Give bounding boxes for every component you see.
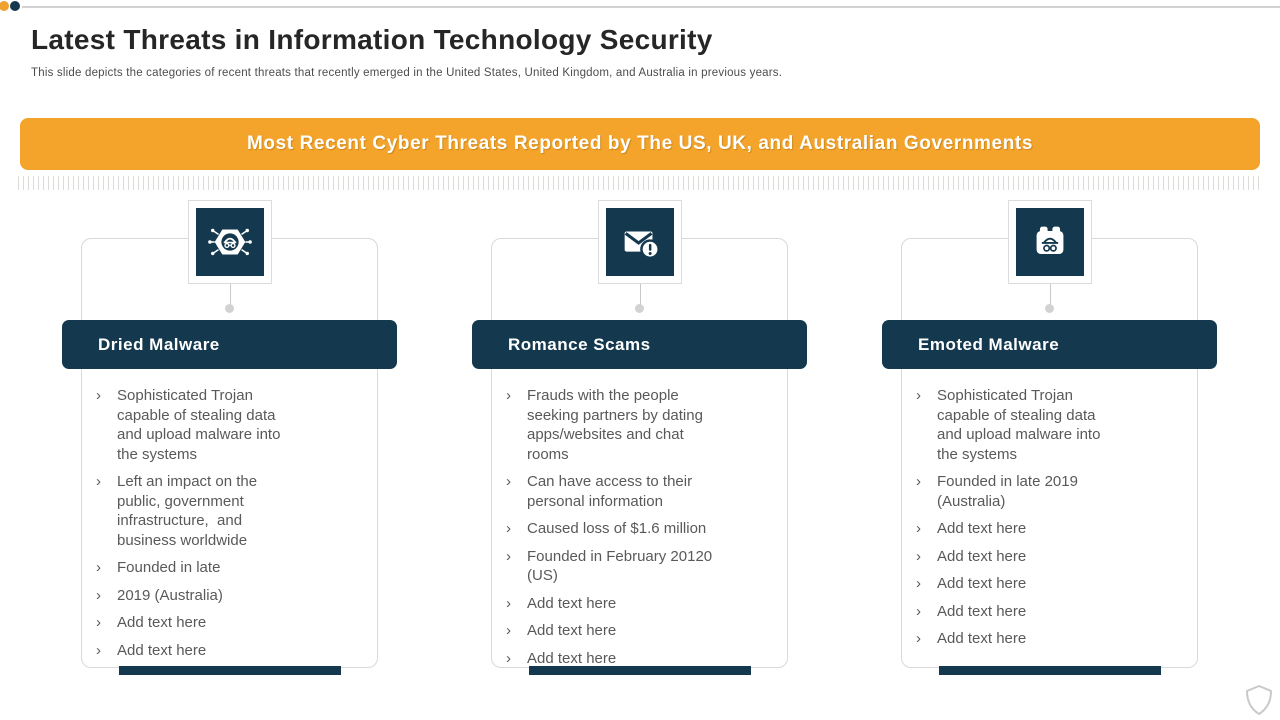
bullet-text: Add text here: [117, 614, 207, 631]
bullet-marker-icon: ›: [506, 649, 511, 667]
bullet-item: [96, 386, 318, 464]
bullet-item: [916, 519, 1138, 539]
card-bottom-accent: [529, 666, 751, 675]
bullet-item: [916, 472, 1138, 511]
bullet-marker-icon: ›: [506, 473, 511, 490]
card-header: [882, 320, 1217, 369]
bullet-text: Add text here: [937, 630, 1027, 647]
scam-mail-alert-icon: [606, 208, 674, 276]
bullet-text: Add text here: [527, 594, 617, 612]
bullet-item: [916, 629, 1138, 649]
navy-dot: [10, 1, 20, 11]
bullet-text: Caused loss of $1.6 million: [527, 520, 707, 537]
top-divider-line: [22, 6, 1280, 8]
bullet-text: Left an impact on the public, government infrastructure, and business worldwide: [117, 473, 262, 549]
icon-frame: [1008, 200, 1092, 284]
bullet-marker-icon: ›: [96, 614, 101, 631]
bullet-item: [506, 621, 728, 641]
malware-circuit-icon: [196, 208, 264, 276]
bullet-item: [506, 547, 728, 586]
spy-briefcase-icon: [1016, 208, 1084, 276]
orange-dot: [0, 1, 9, 11]
bullet-marker-icon: ›: [916, 575, 921, 592]
bullet-text: Add text here: [937, 602, 1027, 620]
card-header: [62, 320, 397, 369]
bullet-text: Add text here: [937, 520, 1027, 537]
bullet-list: [506, 386, 728, 676]
bullet-text: Add text here: [527, 649, 617, 667]
bullet-marker-icon: ›: [96, 641, 101, 659]
bullet-item: [96, 558, 318, 578]
bullet-item: [506, 594, 728, 614]
threat-card-romance-scams: [472, 200, 807, 682]
bullet-marker-icon: ›: [916, 630, 921, 647]
bullet-item: [506, 386, 728, 464]
bullet-item: [506, 519, 728, 539]
section-banner-label: Most Recent Cyber Threats Reported by The US, UK, and Australian Governments: [246, 133, 1034, 154]
bullet-marker-icon: ›: [916, 473, 921, 490]
icon-frame: [598, 200, 682, 284]
card-title: Emoted Malware: [918, 334, 1060, 354]
bullet-text: Sophisticated Trojan capable of stealing data and upload malware into the systems: [117, 387, 285, 463]
bullet-text: Add text here: [937, 575, 1027, 592]
bullet-text: Add text here: [527, 622, 617, 639]
icon-frame: [188, 200, 272, 284]
card-title: Dried Malware: [98, 334, 220, 354]
shield-outline-icon: [1242, 683, 1276, 717]
bullet-marker-icon: ›: [96, 559, 101, 576]
bullet-item: [916, 547, 1138, 567]
card-title: Romance Scams: [508, 334, 651, 354]
bullet-text: 2019 (Australia): [117, 586, 223, 604]
bullet-marker-icon: ›: [96, 586, 101, 604]
card-bottom-accent: [119, 666, 341, 675]
bullet-marker-icon: ›: [506, 622, 511, 639]
connector-dot: [225, 304, 234, 313]
bullet-marker-icon: ›: [506, 520, 511, 537]
connector-dot: [635, 304, 644, 313]
bullet-item: [506, 472, 728, 511]
bullet-text: Add text here: [117, 641, 207, 659]
bullet-item: [96, 472, 318, 550]
bullet-text: Can have access to their personal information: [527, 473, 697, 510]
bullet-marker-icon: ›: [916, 547, 921, 565]
bullet-item: [916, 574, 1138, 594]
bullet-text: Founded in late 2019 (Australia): [937, 473, 1083, 510]
bullet-list: [916, 386, 1138, 657]
bullet-item: [96, 641, 318, 661]
page-subtitle: This slide depicts the categories of recent threats that recently emerged in the United States, United Kingdom, and Australia in previous years.: [31, 67, 783, 79]
bullet-item: [916, 386, 1138, 464]
bullet-text: Founded in late: [117, 559, 221, 576]
bullet-marker-icon: ›: [916, 520, 921, 537]
bullet-marker-icon: ›: [916, 387, 921, 404]
threat-card-emoted-malware: [882, 200, 1217, 682]
bullet-text: Founded in February 20120 (US): [527, 547, 717, 584]
card-header: [472, 320, 807, 369]
bullet-marker-icon: ›: [96, 387, 101, 404]
threat-card-dried-malware: [62, 200, 397, 682]
bullet-list: [96, 386, 318, 668]
bullet-marker-icon: ›: [916, 602, 921, 620]
bullet-text: Frauds with the people seeking partners by dating apps/websites and chat rooms: [527, 387, 708, 463]
bullet-text: Add text here: [937, 547, 1027, 565]
page-title: Latest Threats in Information Technology Security: [31, 24, 713, 55]
bullet-marker-icon: ›: [506, 547, 511, 565]
card-bottom-accent: [939, 666, 1161, 675]
connector-line: [1050, 284, 1051, 306]
tick-pattern-strip: [18, 176, 1262, 190]
connector-line: [640, 284, 641, 306]
bullet-marker-icon: ›: [506, 387, 511, 404]
connector-dot: [1045, 304, 1054, 313]
bullet-marker-icon: ›: [96, 473, 101, 490]
bullet-item: [96, 586, 318, 606]
bullet-text: Sophisticated Trojan capable of stealing data and upload malware into the systems: [937, 387, 1105, 463]
section-banner: [20, 118, 1260, 170]
bullet-item: [96, 613, 318, 633]
bullet-item: [916, 602, 1138, 622]
connector-line: [230, 284, 231, 306]
bullet-marker-icon: ›: [506, 594, 511, 612]
